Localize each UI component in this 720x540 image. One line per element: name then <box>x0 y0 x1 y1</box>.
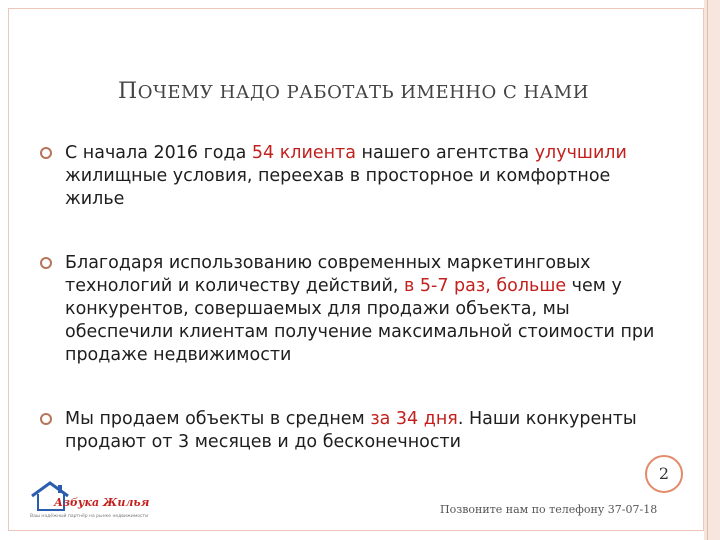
logo-name: Азбука Жилья <box>54 496 150 509</box>
title-rest: ОЧЕМУ НАДО РАБОТАТЬ ИМЕННО С НАМИ <box>137 82 589 103</box>
company-logo <box>30 480 150 526</box>
bullet-text: Мы продаем объекты в среднем за 34 дня. Наши конкуренты продают от 3 месяцев и до бесконечности <box>65 409 637 452</box>
bullet-item-speed <box>40 408 660 454</box>
bullet-item-clients <box>40 142 660 211</box>
bullet-text: Благодаря использованию современных маркетинговых технологий и количеству действий, в 5-7 раз, больше чем у конкурентов, совершаемых для продажи объекта, мы обеспечили клиентам получение максимальной стоимости при продаже недвижимости <box>65 253 655 365</box>
bullet-marker-icon <box>40 147 52 159</box>
page-number-badge: 2 <box>645 455 683 493</box>
logo-tagline: Ваш надёжный партнёр на рынке недвижимости <box>30 514 148 519</box>
bullet-text: С начала 2016 года 54 клиента нашего агентства улучшили жилищные условия, переехав в просторное и комфортное жилье <box>65 143 627 209</box>
footer-contact: Позвоните нам по телефону 37-07-18 <box>440 503 658 516</box>
bullet-marker-icon <box>40 413 52 425</box>
slide-title <box>118 79 658 104</box>
bullet-marker-icon <box>40 257 52 269</box>
bullet-item-marketing <box>40 252 660 367</box>
title-initial: П <box>118 79 138 104</box>
decorative-side-strip <box>704 0 720 540</box>
